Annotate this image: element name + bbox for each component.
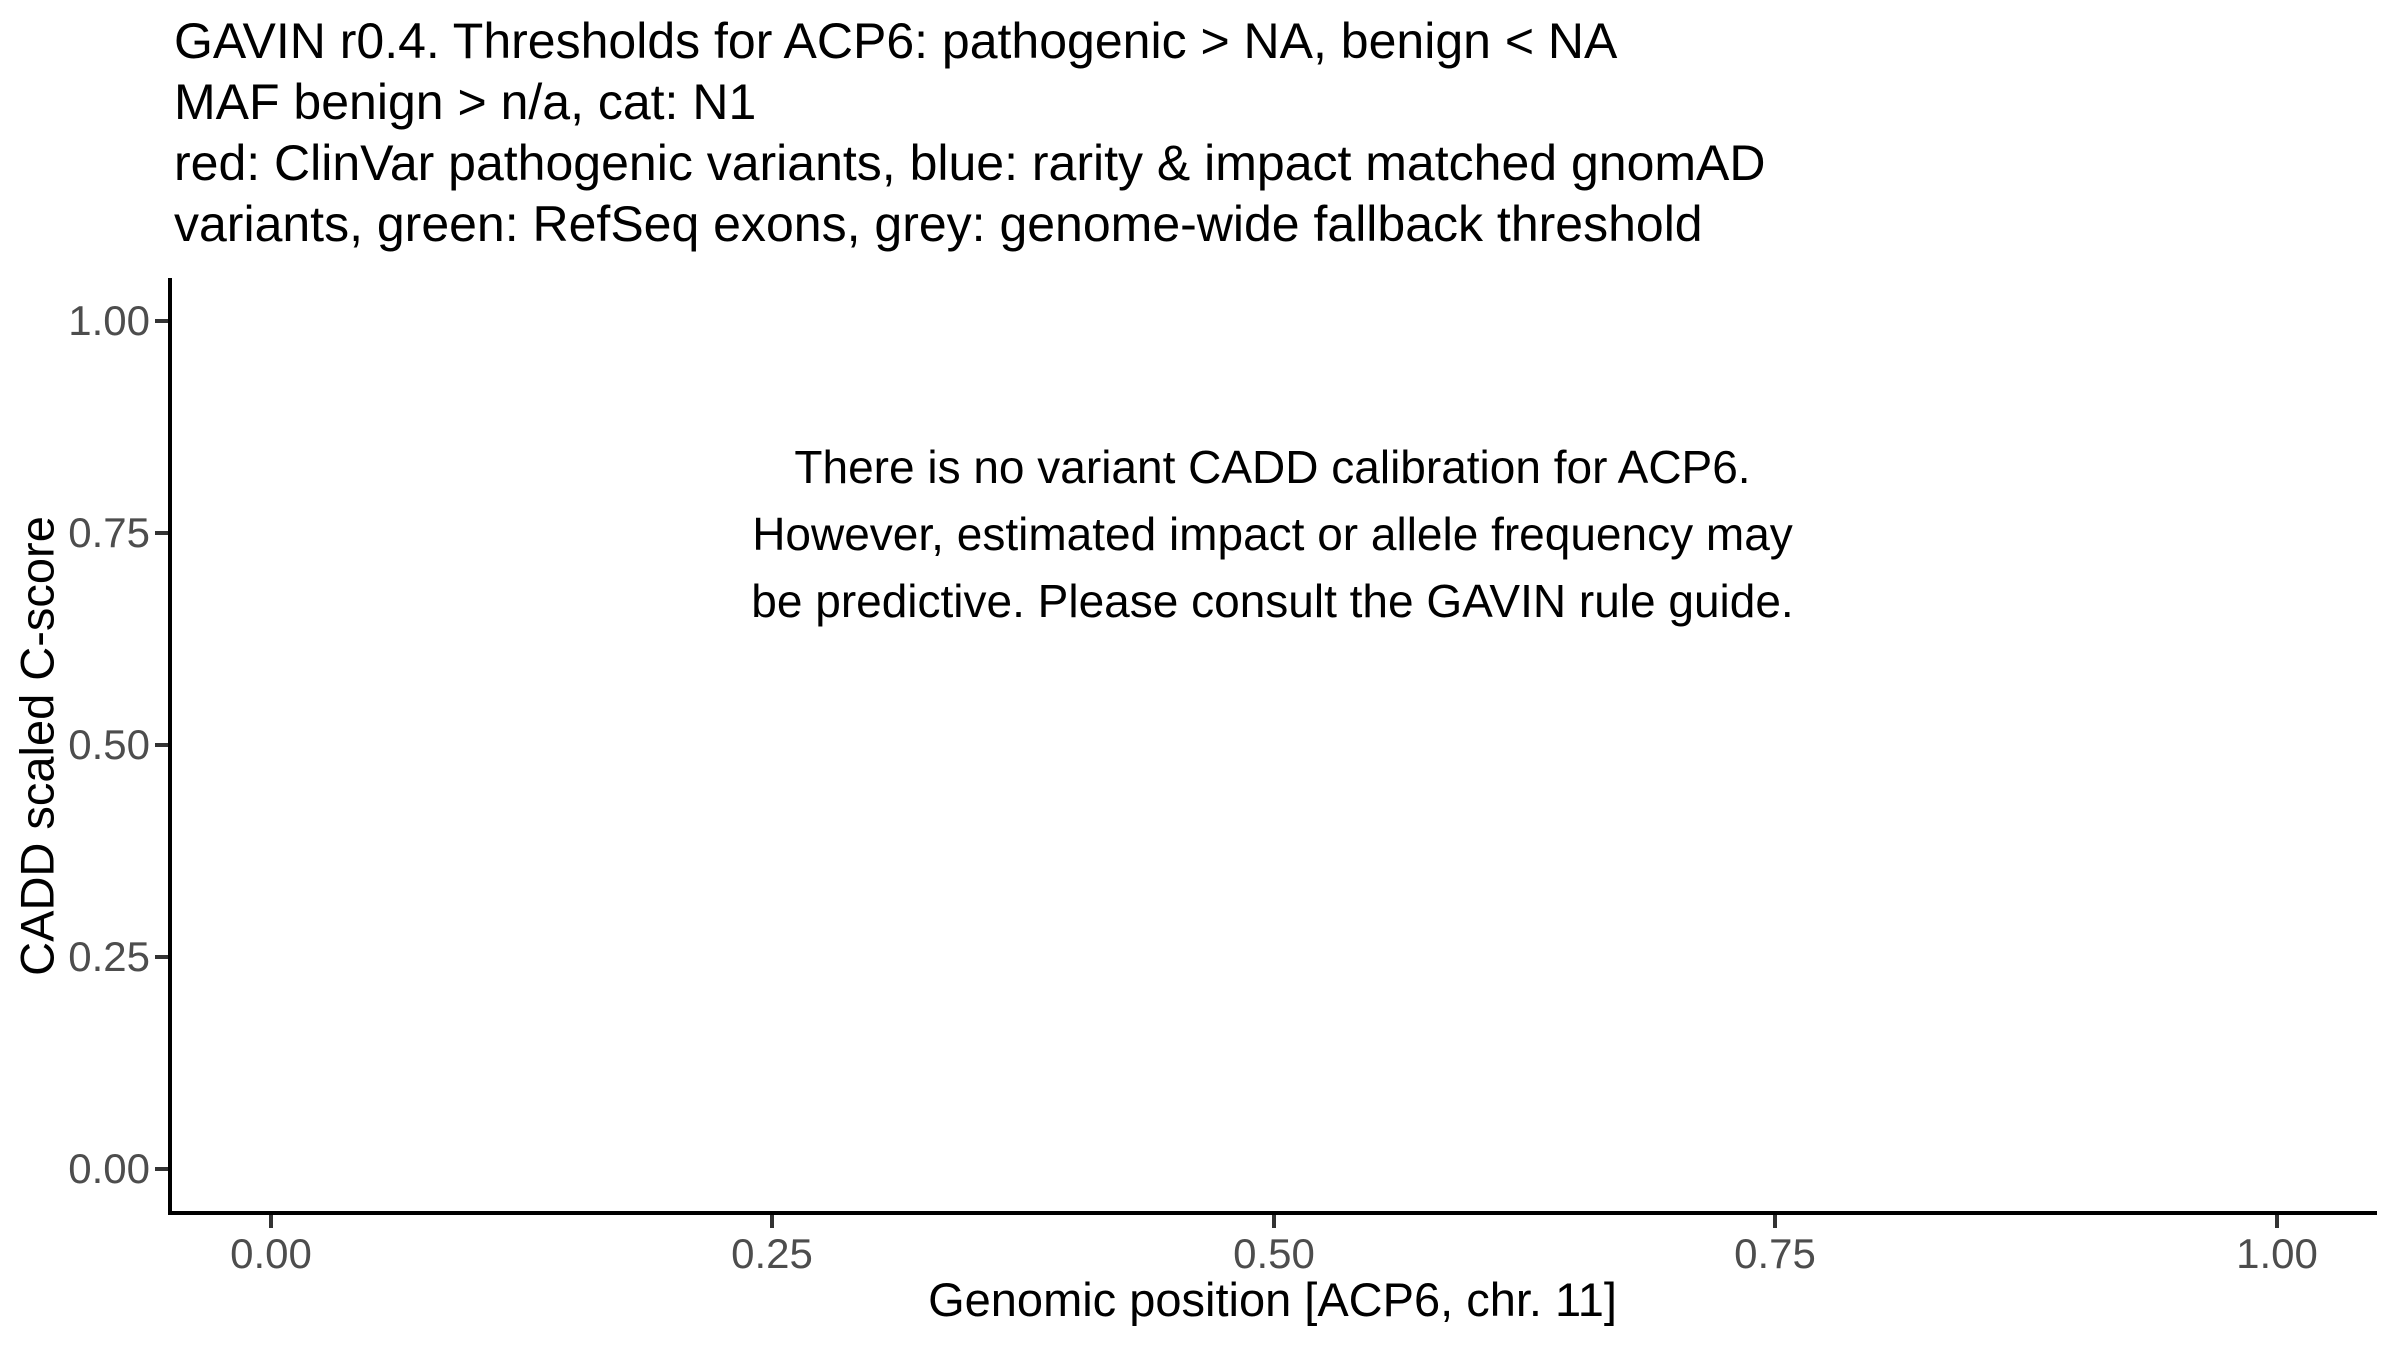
x-tick-mark — [1773, 1215, 1777, 1228]
plot-panel — [168, 278, 2377, 1215]
y-axis-line — [168, 278, 172, 1215]
y-tick-label: 0.50 — [68, 721, 150, 768]
annotation-line-3: be predictive. Please consult the GAVIN rule guide. — [751, 575, 1794, 627]
chart-title-line-2: MAF benign > n/a, cat: N1 — [174, 74, 757, 130]
y-axis-title: CADD scaled C-score — [10, 516, 64, 976]
chart-title — [174, 11, 1765, 255]
y-tick-label: 0.00 — [68, 1145, 150, 1192]
x-axis-title: Genomic position [ACP6, chr. 11] — [928, 1273, 1617, 1326]
x-tick-label: 0.75 — [1734, 1230, 1816, 1277]
x-tick-label: 0.50 — [1233, 1230, 1315, 1277]
chart-title-line-4: variants, green: RefSeq exons, grey: genome-wide fallback threshold — [174, 196, 1703, 252]
y-tick-mark — [155, 531, 168, 535]
x-tick-mark — [2275, 1215, 2279, 1228]
empty-plot-annotation — [168, 434, 2377, 635]
x-tick-mark — [770, 1215, 774, 1228]
x-tick-label: 0.25 — [731, 1230, 813, 1277]
y-tick-mark — [155, 955, 168, 959]
y-tick-mark — [155, 319, 168, 323]
x-tick-mark — [269, 1215, 273, 1228]
y-tick-label: 0.25 — [68, 933, 150, 980]
y-tick-label: 0.75 — [68, 509, 150, 556]
annotation-line-2: However, estimated impact or allele frequency may — [752, 508, 1793, 560]
x-tick-label: 1.00 — [2236, 1230, 2318, 1277]
x-tick-label: 0.00 — [230, 1230, 312, 1277]
chart-title-line-3: red: ClinVar pathogenic variants, blue: rarity & impact matched gnomAD — [174, 135, 1766, 191]
y-tick-mark — [155, 1167, 168, 1171]
annotation-line-1: There is no variant CADD calibration for ACP6. — [794, 441, 1751, 493]
y-tick-label: 1.00 — [68, 297, 150, 344]
x-tick-mark — [1272, 1215, 1276, 1228]
chart-title-line-1: GAVIN r0.4. Thresholds for ACP6: pathogenic > NA, benign < NA — [174, 13, 1618, 69]
y-tick-mark — [155, 743, 168, 747]
